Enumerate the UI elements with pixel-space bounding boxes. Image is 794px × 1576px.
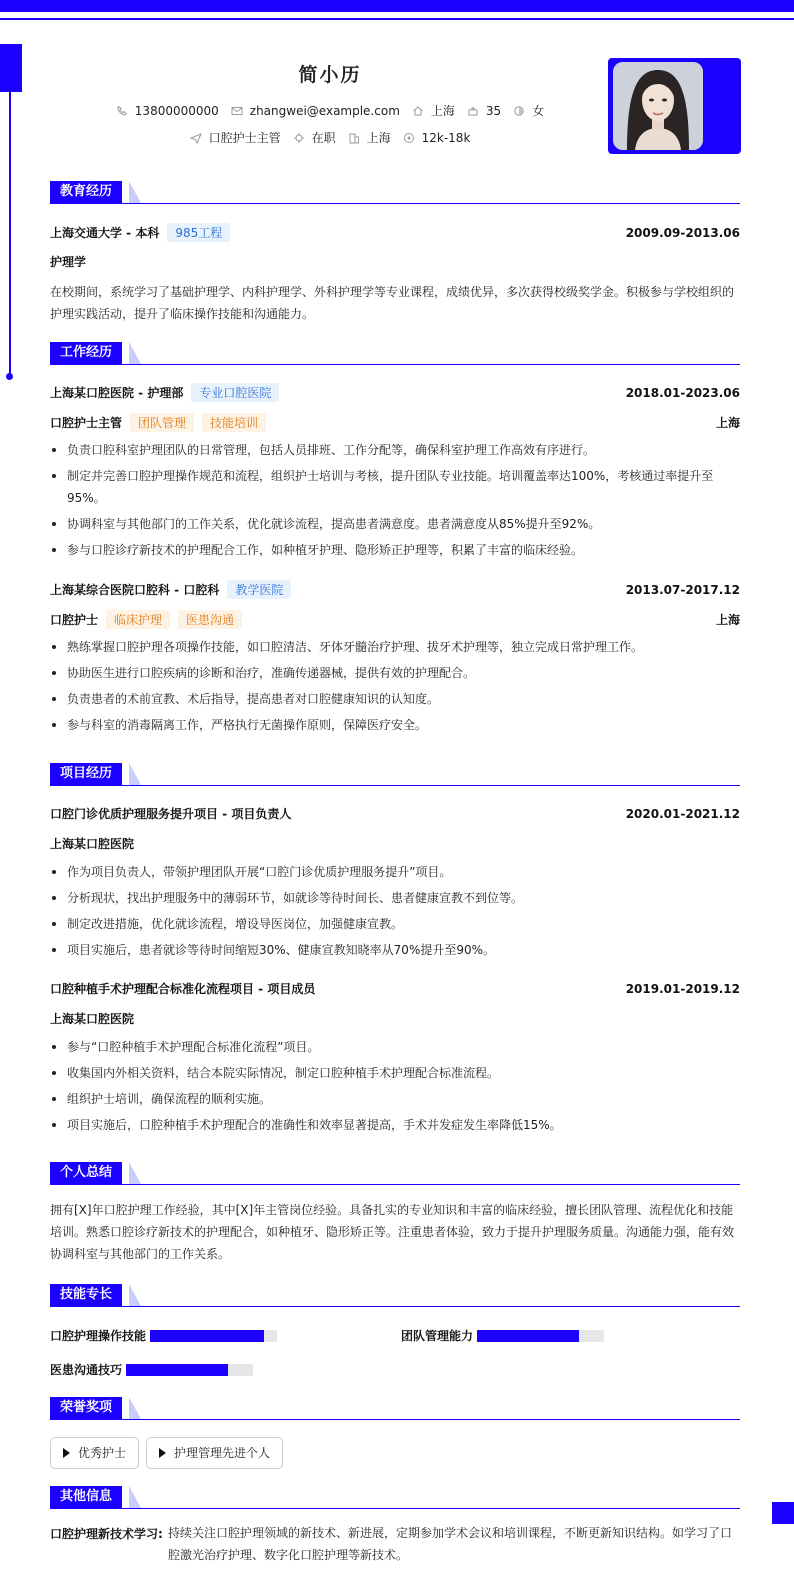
contact-location [412, 102, 455, 119]
section-skills-tail [129, 1284, 141, 1306]
job-intent-row [50, 129, 610, 146]
home-icon [412, 105, 424, 117]
corner-accent-square [772, 1502, 794, 1524]
section-summary-divider [50, 1184, 740, 1185]
section-work-divider [50, 364, 740, 365]
contact-email-text: zhangwei@example.com [249, 103, 400, 118]
contact-phone-text: 13800000000 [134, 103, 219, 118]
honor-item-1 [50, 1437, 139, 1469]
list-item: 项目实施后，患者就诊等待时间缩短30%、健康宣教知晓率从70%提升至90%。 [50, 939, 740, 961]
section-work-tail [129, 342, 141, 364]
age-icon [467, 105, 479, 117]
contact-gender-text: 女 [532, 104, 545, 118]
project-2-name: 口腔种植手术护理配合标准化流程项目 - 项目成员 [50, 982, 316, 996]
work-2-company: 上海某综合医院口腔科 - 口腔科 [50, 583, 220, 597]
education-major-row [50, 253, 740, 270]
list-item: 熟练掌握口腔护理各项操作技能，如口腔清洁、牙体牙髓治疗护理、拔牙术护理等，独立完成日常护理工作。 [50, 636, 740, 658]
skill-1-name: 口腔护理操作技能 [50, 1329, 147, 1343]
list-item: 分析现状，找出护理服务中的薄弱环节，如就诊等待时间长、患者健康宣教不到位等。 [50, 887, 740, 909]
section-honors-header [50, 1397, 740, 1419]
work-2-tag-1: 临床护理 [106, 610, 170, 629]
work-1-company-tag: 专业口腔医院 [191, 383, 279, 402]
list-item: 收集国内外相关资料，结合本院实际情况，制定口腔种植手术护理配合标准流程。 [50, 1062, 740, 1084]
section-summary-title: 个人总结 [50, 1162, 122, 1184]
project-2-header [50, 980, 740, 997]
project-2-bullets [50, 1036, 740, 1140]
phone-icon [116, 105, 128, 117]
work-1-date: 2018.01-2023.06 [625, 385, 740, 400]
list-item: 组织护士培训，确保流程的顺利实施。 [50, 1088, 740, 1110]
contact-gender [513, 102, 544, 119]
work-2-title-wrap [50, 610, 242, 629]
left-accent-line [9, 92, 11, 376]
work-2-bullets [50, 636, 740, 740]
contact-email [231, 104, 400, 118]
intent-status-text: 在职 [311, 131, 336, 145]
project-1-header [50, 805, 740, 822]
contact-age-text: 35 [485, 103, 502, 118]
section-skills-title: 技能专长 [50, 1284, 122, 1306]
send-icon [190, 132, 202, 144]
skill-2 [401, 1327, 604, 1344]
skill-2-bar [477, 1330, 604, 1342]
work-1-tag-2: 技能培训 [202, 413, 266, 432]
section-project-divider [50, 785, 740, 786]
resume-name: 简小历 [298, 64, 362, 86]
skill-1 [50, 1327, 277, 1344]
skill-3 [50, 1361, 253, 1378]
list-item: 协调科室与其他部门的工作关系，优化就诊流程，提高患者满意度。患者满意度从85%提升至92%。 [50, 513, 740, 535]
work-1-company-wrap [50, 383, 279, 402]
other-info-text: 持续关注口腔护理领域的新技术、新进展，定期参加学术会议和培训课程，不断更新知识结构。如学习了口腔激光治疗护理、数字化口腔护理等新技术。 [168, 1526, 733, 1562]
list-item: 制定并完善口腔护理操作规范和流程，组织护士培训与考核，提升团队专业技能。培训覆盖率达100%，考核通过率提升至95%。 [50, 465, 740, 509]
honor-2-label: 护理管理先进个人 [174, 1446, 271, 1460]
section-other-divider [50, 1508, 740, 1509]
mail-icon [231, 105, 243, 117]
section-project-title: 项目经历 [50, 763, 122, 785]
intent-status [293, 129, 336, 146]
section-other-title: 其他信息 [50, 1486, 122, 1508]
work-1-company: 上海某口腔医院 - 护理部 [50, 386, 184, 400]
project-1-date: 2020.01-2021.12 [625, 806, 740, 821]
project-1-org-row [50, 835, 740, 852]
avatar-photo [613, 62, 703, 150]
status-icon [293, 132, 305, 144]
top-accent-bar [0, 0, 794, 12]
gender-icon [513, 105, 525, 117]
honor-1-label: 优秀护士 [78, 1446, 127, 1460]
avatar-illustration [613, 62, 703, 150]
education-school-wrap [50, 223, 230, 242]
work-1-city: 上海 [715, 416, 740, 430]
section-work-header [50, 342, 740, 364]
project-1-bullets [50, 861, 740, 965]
work-2-company-wrap [50, 580, 291, 599]
education-major: 护理学 [50, 255, 87, 269]
building-icon [348, 132, 360, 144]
work-2-company-tag: 教学医院 [227, 580, 291, 599]
list-item: 协助医生进行口腔疾病的诊断和治疗，准确传递器械，提供有效的护理配合。 [50, 662, 740, 684]
play-icon [159, 1448, 166, 1458]
list-item: 参与“口腔种植手术护理配合标准化流程”项目。 [50, 1036, 740, 1058]
section-education-header [50, 181, 740, 203]
work-entry-1-title [50, 413, 740, 432]
salary-icon [403, 132, 415, 144]
list-item: 作为项目负责人，带领护理团队开展“口腔门诊优质护理服务提升”项目。 [50, 861, 740, 883]
contact-phone [116, 104, 219, 118]
education-description: 在校期间，系统学习了基础护理学、内科护理学、外科护理学等专业课程，成绩优异，多次获得校级奖学金。积极参与学校组织的护理实践活动，提升了临床操作技能和沟通能力。 [50, 285, 735, 321]
work-1-title: 口腔护士主管 [50, 416, 123, 430]
project-2-org: 上海某口腔医院 [50, 1012, 135, 1026]
project-2-org-row [50, 1010, 740, 1027]
contact-age [467, 104, 501, 118]
section-other-tail [129, 1486, 141, 1508]
work-entry-2-header [50, 580, 740, 599]
section-other-header [50, 1486, 740, 1508]
section-education-divider [50, 203, 740, 204]
education-tag: 985工程 [167, 223, 230, 242]
intent-city-text: 上海 [366, 131, 391, 145]
intent-salary [403, 131, 471, 145]
section-education-tail [129, 181, 141, 203]
work-1-title-wrap [50, 413, 266, 432]
list-item: 项目实施后，口腔种植手术护理配合的准确性和效率显著提高，手术并发症发生率降低15%。 [50, 1114, 740, 1136]
skill-3-name: 医患沟通技巧 [50, 1363, 123, 1377]
section-education-title: 教育经历 [50, 181, 122, 203]
education-date: 2009.09-2013.06 [625, 225, 740, 240]
list-item: 负责口腔科室护理团队的日常管理，包括人员排班、工作分配等，确保科室护理工作高效有序进行。 [50, 439, 740, 461]
work-2-date: 2013.07-2017.12 [625, 582, 740, 597]
skill-2-name: 团队管理能力 [401, 1329, 474, 1343]
section-honors-title: 荣誉奖项 [50, 1397, 122, 1419]
list-item: 制定改进措施，优化就诊流程，增设导医岗位，加强健康宣教。 [50, 913, 740, 935]
top-accent-line [0, 18, 794, 20]
intent-city [348, 129, 391, 146]
work-2-city: 上海 [715, 613, 740, 627]
summary-text: 拥有[X]年口腔护理工作经验，其中[X]年主管岗位经验。具备扎实的专业知识和丰富的临床经验，擅长团队管理、流程优化和技能培训。熟悉口腔诊疗新技术的护理配合，如种植牙、隐形矫正等。注重患者体验，致力于提升护理服务质量。沟通能力强，能有效协调科室与其他部门的工作关系。 [50, 1203, 735, 1261]
section-summary-tail [129, 1162, 141, 1184]
project-2-date: 2019.01-2019.12 [625, 981, 740, 996]
skill-1-bar-fill [150, 1330, 264, 1342]
project-1-name: 口腔门诊优质护理服务提升项目 - 项目负责人 [50, 807, 292, 821]
other-info-label: 口腔护理新技术学习: [50, 1527, 163, 1541]
section-honors-divider [50, 1419, 740, 1420]
section-project-tail [129, 763, 141, 785]
work-entry-2-title [50, 610, 740, 629]
section-work-title: 工作经历 [50, 342, 122, 364]
honor-item-2 [146, 1437, 283, 1469]
intent-position [190, 129, 281, 146]
skill-1-bar [150, 1330, 277, 1342]
skill-3-bar [126, 1364, 253, 1376]
skill-2-bar-fill [477, 1330, 579, 1342]
project-1-org: 上海某口腔医院 [50, 837, 135, 851]
contact-row [50, 102, 610, 119]
contact-location-text: 上海 [430, 104, 455, 118]
list-item: 参与科室的消毒隔离工作，严格执行无菌操作原则，保障医疗安全。 [50, 714, 740, 736]
skill-3-bar-fill [126, 1364, 228, 1376]
intent-salary-text: 12k-18k [421, 130, 471, 145]
list-item: 参与口腔诊疗新技术的护理配合工作，如种植牙护理、隐形矫正护理等，积累了丰富的临床经验。 [50, 539, 740, 561]
work-2-tag-2: 医患沟通 [178, 610, 242, 629]
section-summary-header [50, 1162, 740, 1184]
section-project-header [50, 763, 740, 785]
left-accent-dot [6, 373, 13, 380]
work-entry-1-header [50, 383, 740, 402]
section-honors-tail [129, 1397, 141, 1419]
section-skills-divider [50, 1306, 740, 1307]
work-1-bullets [50, 439, 740, 565]
intent-position-text: 口腔护士主管 [208, 131, 281, 145]
section-skills-header [50, 1284, 740, 1306]
list-item: 负责患者的术前宣教、术后指导，提高患者对口腔健康知识的认知度。 [50, 688, 740, 710]
education-entry [50, 223, 740, 242]
education-school: 上海交通大学 - 本科 [50, 226, 160, 240]
work-2-title: 口腔护士 [50, 613, 99, 627]
work-1-tag-1: 团队管理 [130, 413, 194, 432]
play-icon [63, 1448, 70, 1458]
left-accent-tab [0, 44, 22, 92]
